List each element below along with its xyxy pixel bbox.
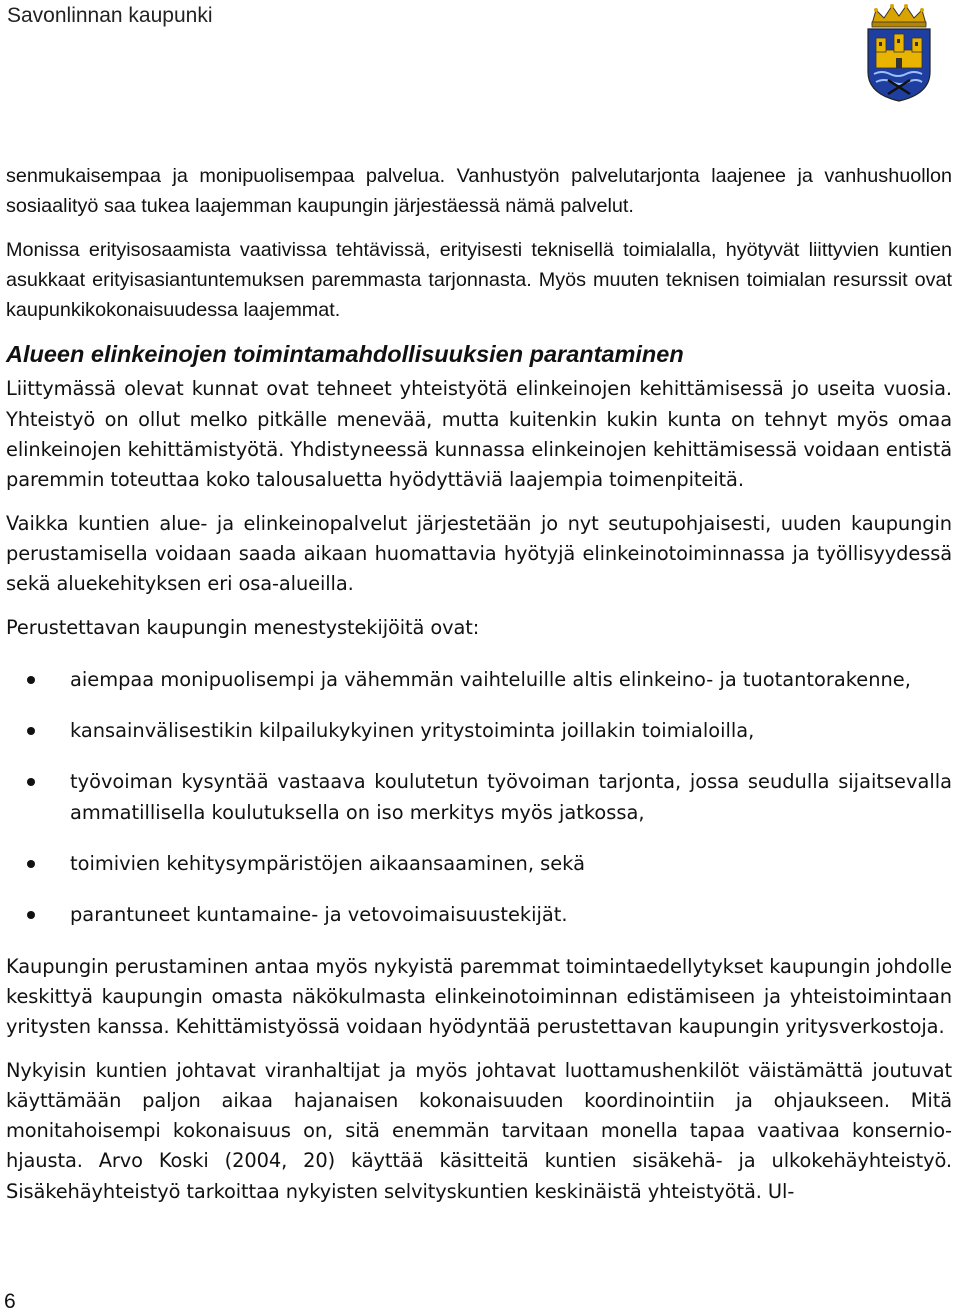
- list-item: aiempaa monipuolisempi ja vähemmän vaihteluille altis elinkeino- ja tuotantorakenne,: [6, 665, 952, 695]
- list-item: toimivien kehitysympäristöjen aikaansaaminen, sekä: [6, 849, 952, 879]
- bullet-icon: [27, 911, 35, 919]
- document-body: [6, 161, 952, 1207]
- list-item: työvoiman kysyntää vastaava koulutetun työvoiman tarjonta, jossa seudulla sijaitsevalla ammatillisella koulutuksella on iso merkitys myös jatkossa,: [6, 767, 952, 828]
- paragraph-erityisosaaminen: Monissa erityisosaamista vaativissa tehtävissä, erityisesti teknisellä toimialalla, hyötyvät liittyvien kuntien asukkaat erityisasiantuntemuksen paremmasta tarjonnasta. Myös muuten teknisen toimialan resurssit ovat kaupunkikokonaisuudessa laajemmat.: [6, 238, 952, 322]
- success-factors-list: [6, 665, 952, 931]
- paragraph-yhteistyo: Liittymässä olevat kunnat ovat tehneet yhteistyötä elinkeinojen kehittämisessä jo useita vuosia. Yhteistyö on ollut melko pitkälle menevää, mutta kuitenkin kukin kunta on tehnyt myös omaa elinkeinojen kehittämistyötä. Yhdistyneessä kunnassa elinkeinojen kehittämisessä voidaan entistä paremmin toteuttaa koko talousaluetta hyödyttäviä laajempia toimenpiteitä.: [6, 377, 952, 492]
- coat-of-arms-icon: [864, 2, 934, 102]
- paragraph-kaupungin-perustaminen: Kaupungin perustaminen antaa myös nykyistä paremmat toimintaedellytykset kaupungin johdolle keskittyä kaupungin omasta näkökulmasta elinkeinotoiminnan edistämiseen ja yhteistoimintaan yritysten kanssa. Kehittämistyössä voidaan hyödyntää perustettavan kaupungin yritysverkostoja.: [6, 954, 952, 1039]
- paragraph-menestystekijat-intro: Perustettavan kaupungin menestystekijöitä ovat:: [6, 615, 480, 639]
- paragraph-vanhustyo: senmukaisempaa ja monipuolisempaa palvelua. Vanhustyön palvelutarjonta laajenee ja vanhushuollon sosiaalityö saa tukea laajemman kaupungin järjestäessä nämä palvelut.: [6, 165, 952, 218]
- page-header-title: Savonlinnan kaupunki: [7, 4, 213, 27]
- bullet-icon: [27, 676, 35, 684]
- page-number: 6: [4, 1290, 16, 1313]
- section-heading: Alueen elinkeinojen toimintamahdollisuuksien parantaminen: [6, 341, 684, 368]
- bullet-icon: [27, 778, 35, 786]
- bullet-icon: [27, 860, 35, 868]
- list-item: parantuneet kuntamaine- ja vetovoimaisuustekijät.: [6, 900, 952, 930]
- paragraph-alue-ja-elinkeinopalvelut: Vaikka kuntien alue- ja elinkeinopalvelut järjestetään jo nyt seutupohjaisesti, uuden kaupungin perustamisella voidaan saada aikaan huomattavia hyötyjä elinkeinotoiminnassa ja työllisyydessä sekä aluekehityksen eri osa-alueilla.: [6, 511, 952, 596]
- bullet-icon: [27, 727, 35, 735]
- paragraph-johtavat-viranhaltijat: Nykyisin kuntien johtavat viranhaltijat ja myös johtavat luottamushenkilöt väistämättä joutuvat käyttämään paljon aikaa hajanaisen kokonaisuuden koordinointiin ja ohjaukseen. Mitä monitahoisempi kokonaisuus on, sitä enemmän tarvitaan monella tapaa vaativaa konserniohjausta. Arvo Koski (2004, 20) käyttää käsitteitä kuntien sisäkehä- ja ulkokehäyhteistyö. Sisäkehäyhteistyö tarkoittaa nykyisten selvityskuntien keskinäistä yhteistyötä. Ul-: [6, 1058, 952, 1203]
- list-item: kansainvälisestikin kilpailukykyinen yritystoiminta joillakin toimialoilla,: [6, 716, 952, 746]
